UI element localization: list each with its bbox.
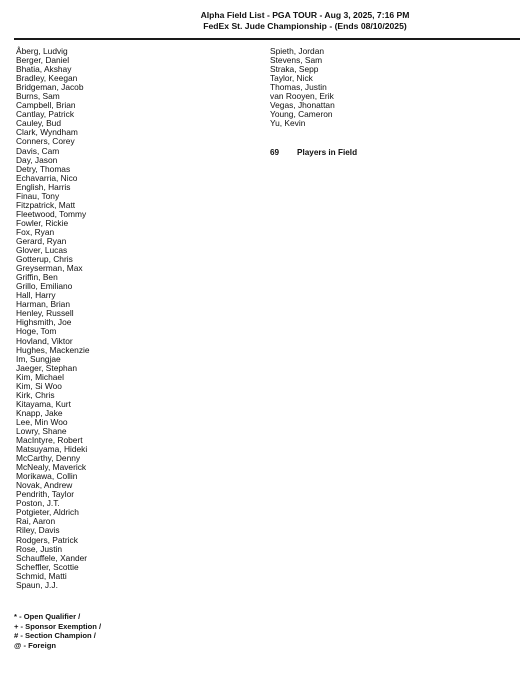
legend-item: + - Sponsor Exemption / xyxy=(14,621,102,631)
player-name: Burns, Sam xyxy=(16,91,60,102)
document-header xyxy=(0,10,520,32)
header-subtitle: FedEx St. Jude Championship - (Ends 08/10/2025) xyxy=(203,21,407,31)
player-name: Gerard, Ryan xyxy=(16,235,67,246)
player-name: Detry, Thomas xyxy=(16,163,71,174)
player-name: Kim, Si Woo xyxy=(16,380,62,391)
player-name: Hoge, Tom xyxy=(16,326,57,337)
player-name: Cauley, Bud xyxy=(16,118,62,129)
player-name: Rose, Justin xyxy=(16,543,63,554)
player-name: Åberg, Ludvig xyxy=(16,46,68,56)
player-name: Clark, Wyndham xyxy=(16,127,78,138)
legend-item: # - Section Champion / xyxy=(14,631,96,641)
player-name: Straka, Sepp xyxy=(270,64,319,75)
player-name: Riley, Davis xyxy=(16,525,60,536)
player-name: Im, Sungjae xyxy=(16,353,61,364)
player-name: Poston, J.T. xyxy=(16,498,60,509)
player-name: Novak, Andrew xyxy=(16,480,73,491)
player-name: Bhatia, Akshay xyxy=(16,64,72,75)
player-name: English, Harris xyxy=(16,181,71,192)
player-name: Bridgeman, Jacob xyxy=(16,82,84,93)
player-name: Fowler, Rickie xyxy=(16,217,69,228)
player-name: Spaun, J.J. xyxy=(16,579,58,590)
player-name: van Rooyen, Erik xyxy=(270,91,334,102)
legend-item: @ - Foreign xyxy=(14,640,56,650)
legend-item: * - Open Qualifier / xyxy=(14,612,81,621)
player-name: Pendrith, Taylor xyxy=(16,489,75,500)
player-name: Kim, Michael xyxy=(16,371,64,382)
player-name: Taylor, Nick xyxy=(270,73,313,84)
player-name: Rodgers, Patrick xyxy=(16,534,78,545)
player-name: Henley, Russell xyxy=(16,308,74,319)
player-name: Davis, Cam xyxy=(16,145,60,156)
player-name: Conners, Corey xyxy=(16,136,75,147)
player-name: Thomas, Justin xyxy=(270,82,327,93)
player-column-1 xyxy=(16,47,90,590)
player-name: McCarthy, Denny xyxy=(16,453,81,464)
player-name: Stevens, Sam xyxy=(270,55,323,66)
player-name: Echavarria, Nico xyxy=(16,172,78,183)
legend xyxy=(14,612,101,650)
player-name: Lowry, Shane xyxy=(16,425,67,436)
player-name: Gotterup, Chris xyxy=(16,254,73,265)
player-name: Fleetwood, Tommy xyxy=(16,208,87,219)
player-name: Fitzpatrick, Matt xyxy=(16,199,76,210)
player-name: Knapp, Jake xyxy=(16,407,63,418)
player-name: Young, Cameron xyxy=(270,109,333,120)
player-name: Campbell, Brian xyxy=(16,100,76,111)
players-in-field-count xyxy=(270,148,358,157)
player-name: Finau, Tony xyxy=(16,190,60,201)
player-name: Morikawa, Collin xyxy=(16,471,78,482)
field-count-label: Players in Field xyxy=(297,148,358,157)
player-name: Schauffele, Xander xyxy=(16,552,88,563)
player-name: Schmid, Matti xyxy=(16,570,67,581)
player-name: Fox, Ryan xyxy=(16,226,55,237)
player-name: Potgieter, Aldrich xyxy=(16,507,79,518)
player-name: Lee, Min Woo xyxy=(16,416,68,427)
player-name: Matsuyama, Hideki xyxy=(16,444,88,455)
player-name: Griffin, Ben xyxy=(16,272,58,283)
player-name: Yu, Kevin xyxy=(270,118,306,129)
player-name: Glover, Lucas xyxy=(16,245,68,256)
player-name: Harman, Brian xyxy=(16,299,70,310)
player-name: Kirk, Chris xyxy=(16,389,55,400)
player-name: Hall, Harry xyxy=(16,290,56,301)
player-name: Day, Jason xyxy=(16,154,58,165)
header-divider xyxy=(14,38,520,40)
player-name: Spieth, Jordan xyxy=(270,46,325,56)
player-name: Cantlay, Patrick xyxy=(16,109,75,120)
header-title: Alpha Field List - PGA TOUR - Aug 3, 2025, 7:16 PM xyxy=(200,10,410,20)
player-name: Highsmith, Joe xyxy=(16,317,72,328)
player-name: Grillo, Emiliano xyxy=(16,281,73,292)
player-name: Jaeger, Stephan xyxy=(16,362,78,373)
field-count-number: 69 xyxy=(270,148,280,157)
player-name: Hovland, Viktor xyxy=(16,335,73,346)
player-name: Berger, Daniel xyxy=(16,55,70,66)
player-name: Greyserman, Max xyxy=(16,263,83,274)
player-name: McNealy, Maverick xyxy=(16,462,87,473)
player-column-2 xyxy=(270,47,335,128)
player-name: Bradley, Keegan xyxy=(16,73,78,84)
player-name: Hughes, Mackenzie xyxy=(16,344,90,355)
player-name: Kitayama, Kurt xyxy=(16,398,71,409)
player-name: Scheffler, Scottie xyxy=(16,561,79,572)
player-name: Vegas, Jhonattan xyxy=(270,100,335,111)
player-name: MacIntyre, Robert xyxy=(16,435,83,446)
player-name: Rai, Aaron xyxy=(16,516,56,527)
